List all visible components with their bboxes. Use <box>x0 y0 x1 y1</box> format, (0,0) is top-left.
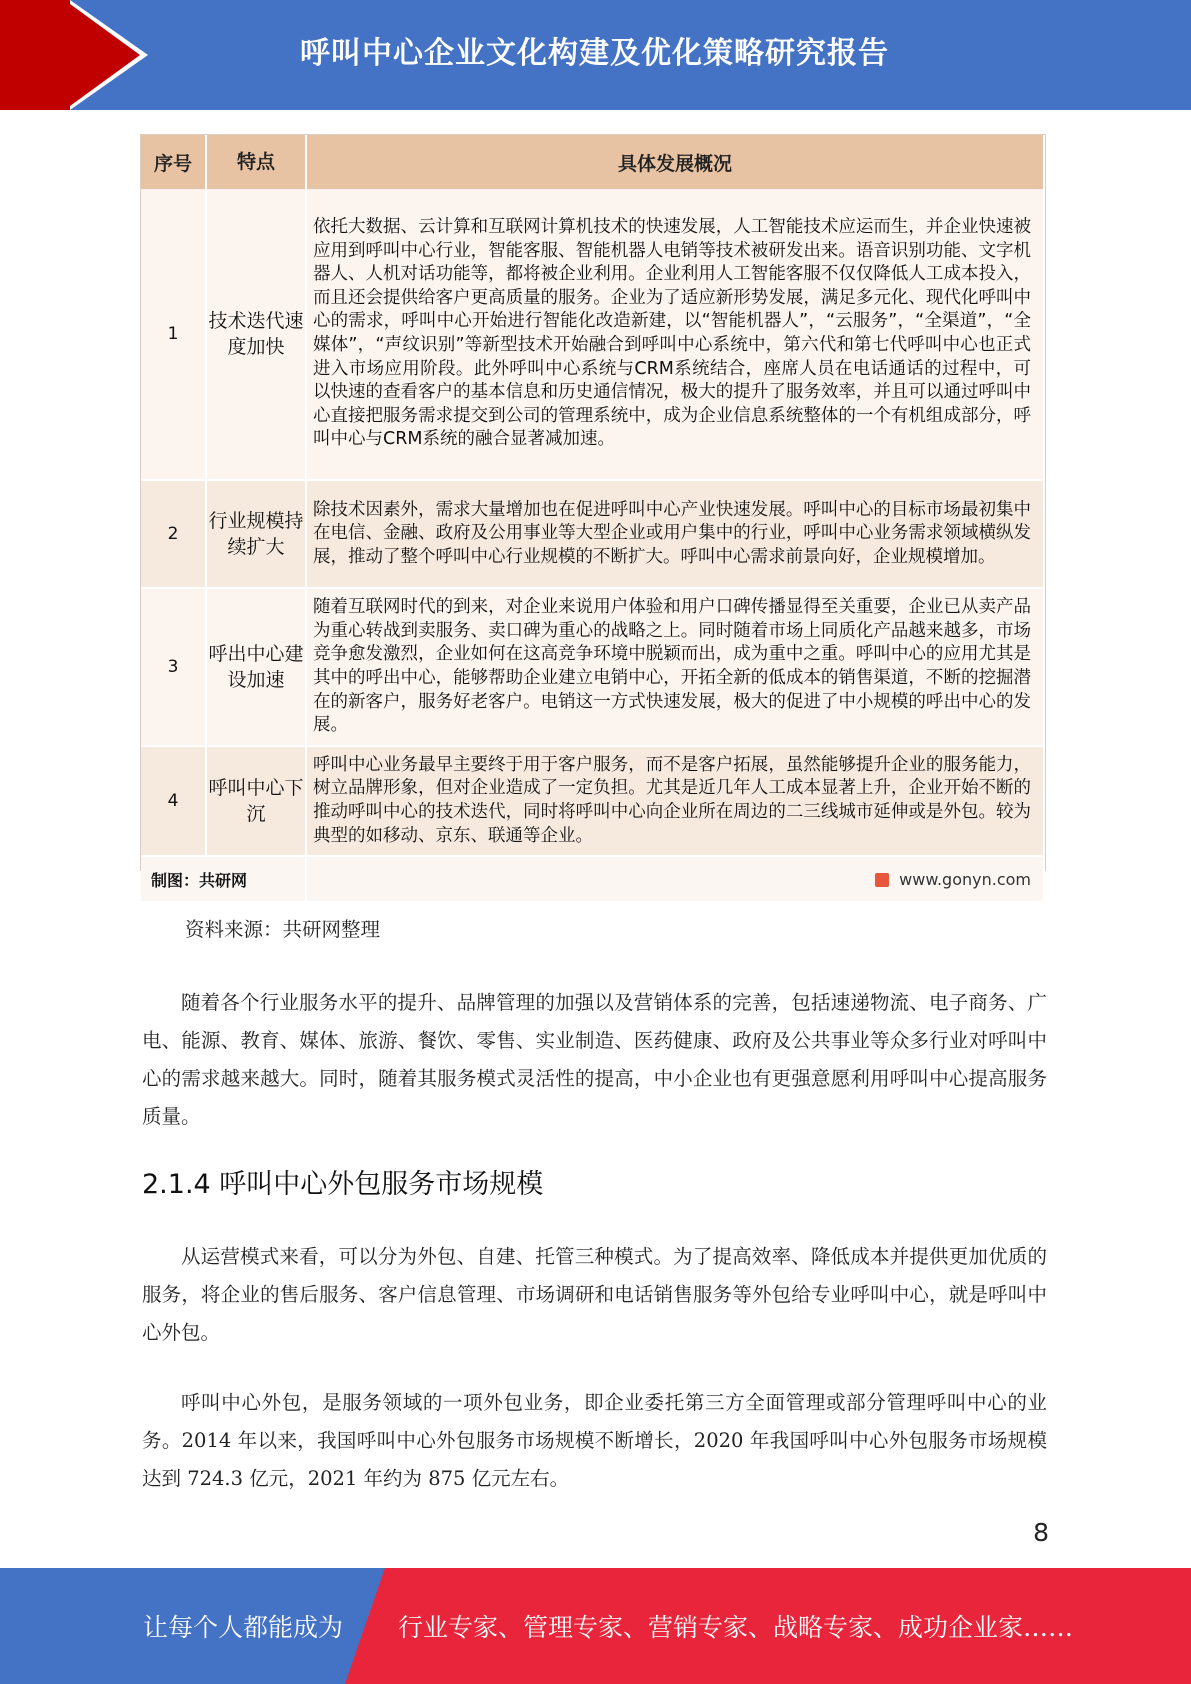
table-row <box>141 189 1044 480</box>
row-index: 1 <box>141 189 206 480</box>
table-header-row <box>141 135 1044 189</box>
gonyn-logo-icon <box>875 873 889 887</box>
row-feature: 技术迭代速度加快 <box>206 189 306 480</box>
table-row <box>141 588 1044 746</box>
table-footnote-row <box>141 856 1044 901</box>
development-table <box>141 135 1045 901</box>
column-header-feature: 特点 <box>206 135 306 189</box>
row-description: 随着互联网时代的到来，对企业来说用户体验和用户口碑传播显得至关重要，企业已从卖产品为重心转战到卖服务、卖口碑为重心的战略之上。同时随着市场上同质化产品越来越多，市场竞争愈发激烈，企业如何在这高竞争环境中脱颖而出，成为重中之重。呼叫中心的应用尤其是其中的呼出中心，能够帮助企业建立电销中心，开拓全新的低成本的销售渠道，不断的挖掘潜在的新客户，服务好老客户。电销这一方式快速发展，极大的促进了中小规模的呼出中心的发展。 <box>306 588 1044 746</box>
row-description: 呼叫中心业务最早主要终于用于客户服务，而不是客户拓展，虽然能够提升企业的服务能力，树立品牌形象，但对企业造成了一定负担。尤其是近几年人工成本显著上升，企业开始不断的推动呼叫中心的技术迭代，同时将呼叫中心向企业所在周边的二三线城市延伸或是外包。较为典型的如移动、京东、联通等企业。 <box>306 746 1044 856</box>
header-red-block <box>0 0 70 110</box>
source-website <box>306 856 1044 901</box>
row-description: 依托大数据、云计算和互联网计算机技术的快速发展，人工智能技术应运而生，并企业快速被应用到呼叫中心行业，智能客服、智能机器人电销等技术被研发出来。语音识别功能、文字机器人、人机对话功能等，都将被企业利用。企业利用人工智能客服不仅仅降低人工成本投入，而且还会提供给客户更高质量的服务。企业为了适应新形势发展，满足多元化、现代化呼叫中心的需求，呼叫中心开始进行智能化改造新建，以“智能机器人”，“云服务”，“全渠道”，“全媒体”，“声纹识别”等新型技术开始融合到呼叫中心系统中，第六代和第七代呼叫中心也正式进入市场应用阶段。此外呼叫中心系统与CRM系统结合，座席人员在电话通话的过程中，可以快速的查看客户的基本信息和历史通信情况，极大的提升了服务效率，并且可以通过呼叫中心直接把服务需求提交到公司的管理系统中，成为企业信息系统整体的一个有机组成部分，呼叫中心与CRM系统的融合显著减加速。 <box>306 189 1044 480</box>
report-title: 呼叫中心企业文化构建及优化策略研究报告 <box>300 36 889 71</box>
row-index: 4 <box>141 746 206 856</box>
page-header <box>0 0 1191 110</box>
row-index: 3 <box>141 588 206 746</box>
column-header-description: 具体发展概况 <box>306 135 1044 189</box>
page-number: 8 <box>1033 1518 1049 1547</box>
paragraph: 随着各个行业服务水平的提升、品牌管理的加强以及营销体系的完善，包括速递物流、电子商务、广电、能源、教育、媒体、旅游、餐饮、零售、实业制造、医药健康、政府及公共事业等众多行业对呼叫中心的需求越来越大。同时，随着其服务模式灵活性的提高，中小企业也有更强意愿利用呼叫中心提高服务质量。 <box>142 991 1047 1128</box>
chart-credit: 制图：共研网 <box>141 856 306 901</box>
website-url: www.gonyn.com <box>899 869 1031 889</box>
footer-slogan-left: 让每个人都能成为 <box>143 1613 344 1642</box>
development-table-figure <box>140 134 1046 890</box>
row-feature: 行业规模持续扩大 <box>206 480 306 588</box>
row-feature: 呼出中心建设加速 <box>206 588 306 746</box>
paragraph: 呼叫中心外包，是服务领域的一项外包业务，即企业委托第三方全面管理或部分管理呼叫中心的业务。2014 年以来，我国呼叫中心外包服务市场规模不断增长，2020 年我国呼叫中心外包服务市场规模达到 724.3 亿元，2021 年约为 875 亿元左右。 <box>142 1391 1047 1490</box>
row-feature: 呼叫中心下沉 <box>206 746 306 856</box>
column-header-index: 序号 <box>141 135 206 189</box>
row-description: 除技术因素外，需求大量增加也在促进呼叫中心产业快速发展。呼叫中心的目标市场最初集中在电信、金融、政府及公用事业等大型企业或用户集中的行业，呼叫中心业务需求领域横纵发展，推动了整个呼叫中心行业规模的不断扩大。呼叫中心需求前景向好，企业规模增加。 <box>306 480 1044 588</box>
source-note: 资料来源：共研网整理 <box>185 918 381 941</box>
footer-slogan-right: 行业专家、管理专家、营销专家、战略专家、成功企业家…… <box>398 1613 1074 1642</box>
section-heading: 2.1.4 呼叫中心外包服务市场规模 <box>142 1169 544 1200</box>
table-row <box>141 480 1044 588</box>
row-index: 2 <box>141 480 206 588</box>
page-footer <box>0 1568 1191 1684</box>
paragraph: 从运营模式来看，可以分为外包、自建、托管三种模式。为了提高效率、降低成本并提供更加优质的服务，将企业的售后服务、客户信息管理、市场调研和电话销售服务等外包给专业呼叫中心，就是呼叫中心外包。 <box>142 1245 1047 1344</box>
header-arrow-inner <box>70 4 140 106</box>
table-row <box>141 746 1044 856</box>
